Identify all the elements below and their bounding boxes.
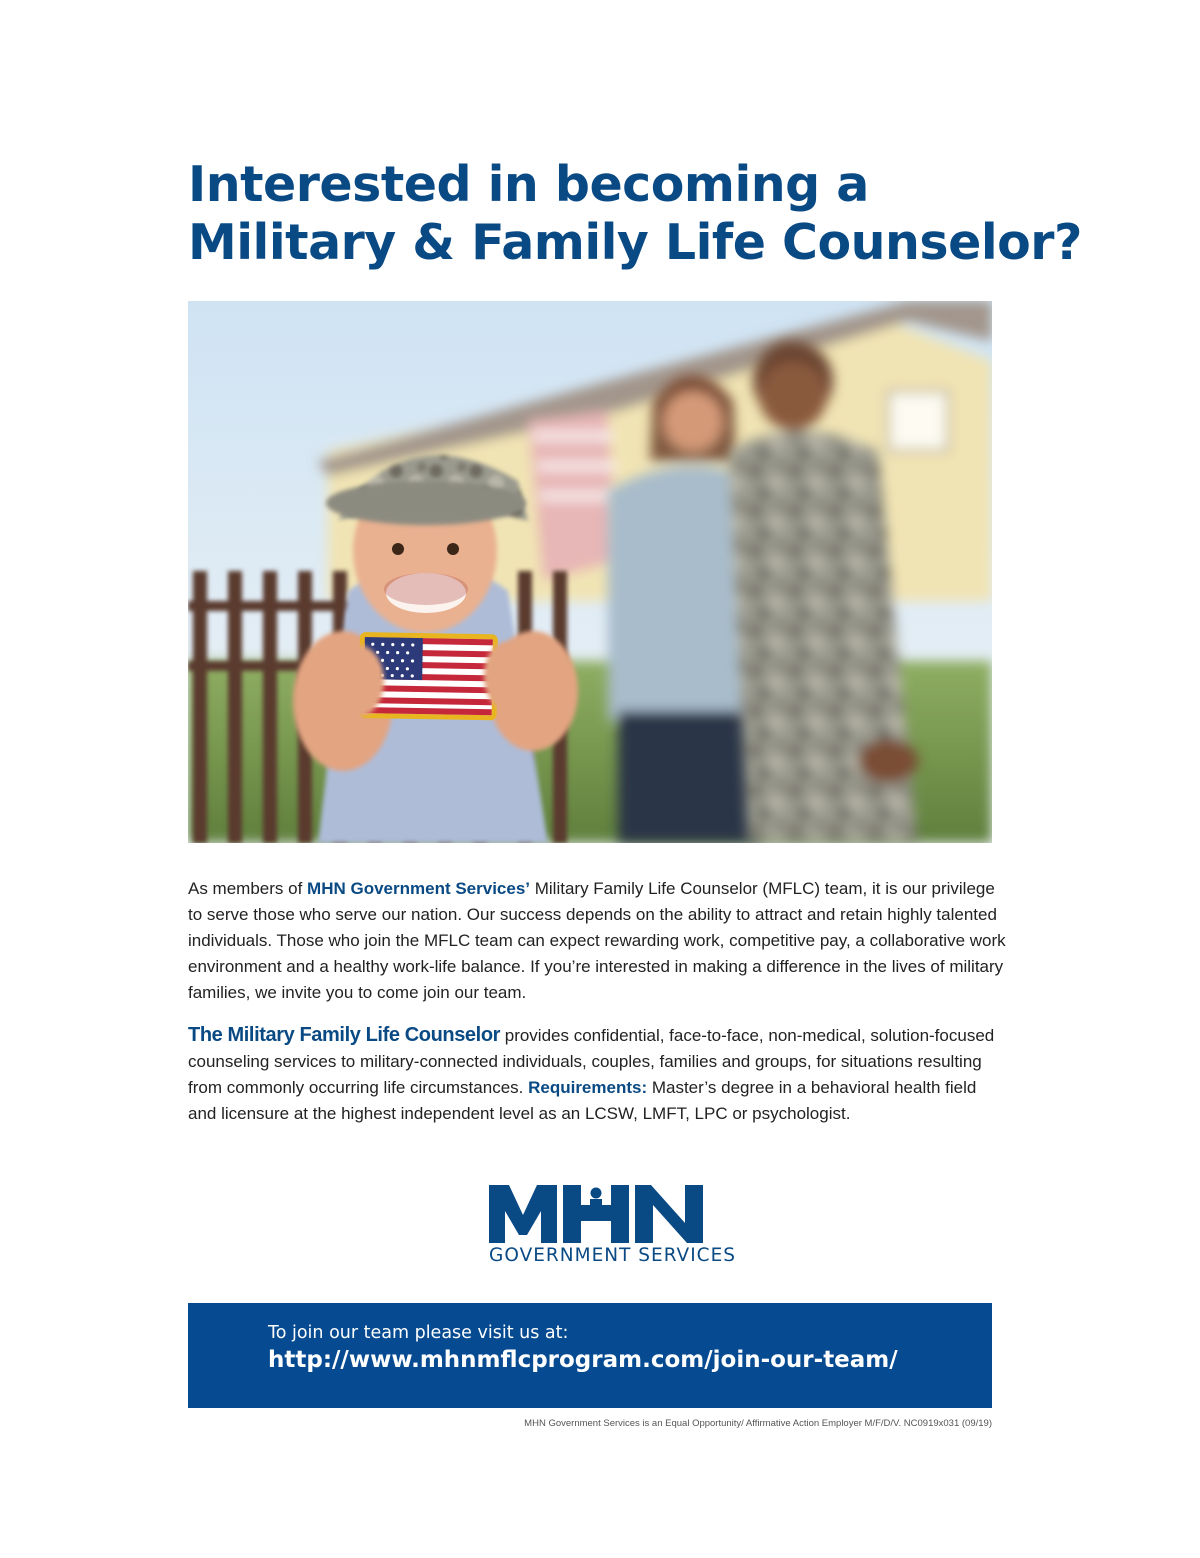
intro-prefix: As members of bbox=[188, 879, 308, 898]
role-text: provides confidential, face-to-face, non-medical, solution-focused counseling services to military-connected individuals, couples, families and groups, for situations resulting from commonly occurring life circumstances. bbox=[188, 1026, 995, 1097]
page-headline bbox=[188, 156, 1082, 272]
cta-banner bbox=[188, 1303, 992, 1408]
brand-name: MHN Government Services’ bbox=[307, 879, 531, 898]
join-team-link[interactable]: http://www.mhnmflcprogram.com/join-our-team/ bbox=[268, 1347, 898, 1373]
requirements-label: Requirements: bbox=[528, 1078, 648, 1097]
family-photo bbox=[188, 301, 992, 843]
mhn-logo-mark bbox=[489, 1183, 705, 1243]
role-paragraph bbox=[188, 1022, 1008, 1127]
requirements-text: Master’s degree in a behavioral health field and licensure at the highest independent level as an LCSW, LMFT, LPC or psychologist. bbox=[188, 1078, 977, 1123]
role-title: The Military Family Life Counselor bbox=[188, 1024, 501, 1046]
intro-paragraph bbox=[188, 876, 1008, 1006]
cta-intro-text: To join our team please visit us at: bbox=[268, 1323, 569, 1343]
mhn-logo bbox=[489, 1183, 737, 1271]
intro-text: Military Family Life Counselor (MFLC) team, it is our privilege to serve those who serve our nation. Our success depends on the ability to attract and retain highly talented individuals. Those who join the MFLC team can expect rewarding work, competitive pay, a collaborative work environment and a healthy work-life balance. If you’re interested in making a difference in the lives of military families, we invite you to come join our team. bbox=[188, 879, 1006, 1002]
headline-line-2: Military & Family Life Counselor? bbox=[188, 214, 1082, 271]
headline-line-1: Interested in becoming a bbox=[188, 156, 869, 213]
family-photo-illustration bbox=[188, 301, 992, 843]
logo-subtitle: GOVERNMENT SERVICES bbox=[489, 1245, 737, 1266]
eeo-footer: MHN Government Services is an Equal Opportunity/ Affirmative Action Employer M/F/D/V. NC0919x031 (09/19) bbox=[524, 1418, 992, 1429]
